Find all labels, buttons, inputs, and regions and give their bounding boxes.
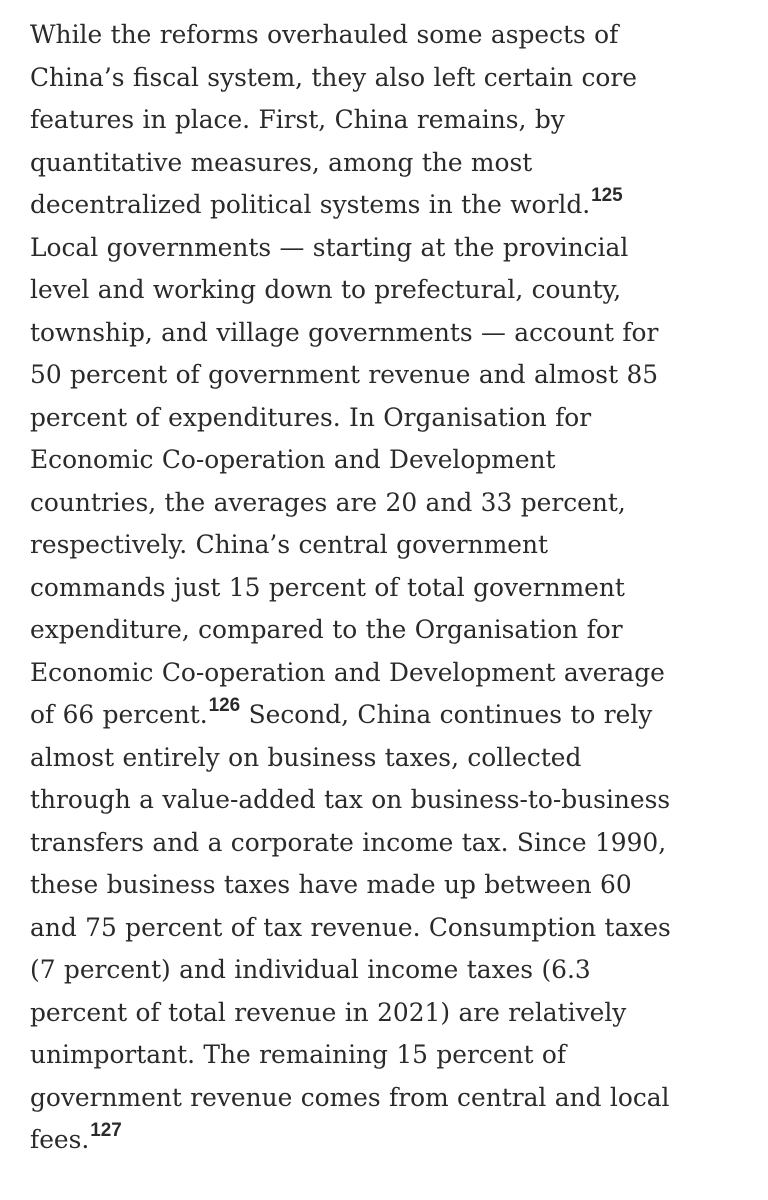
text-line: unimportant. The remaining 15 percent of [30,1040,567,1069]
text-line [30,1119,738,1162]
text-line: respectively. China’s central government [30,530,548,559]
text-line: level and working down to prefectural, county, [30,275,622,304]
text-line: Local governments — starting at the provincial [30,232,629,262]
text-line: transfers and a corporate income tax. Since 1990, [30,827,667,857]
text-line: countries, the averages are 20 and 33 percent, [30,487,626,517]
text-line: percent of expenditures. In Organisation for [30,402,592,432]
text-line: township, and village governments — account for [30,317,659,347]
text-segment: of 66 percent. [30,700,208,729]
footnote-ref-127[interactable]: 127 [90,1120,122,1141]
footnote-ref-125[interactable]: 125 [591,185,623,206]
text-line: through a value-added tax on business-to-business [30,785,671,814]
text-line: While the reforms overhauled some aspects of [30,20,619,49]
text-line [30,694,738,737]
text-line: Economic Co-operation and Development [30,445,556,474]
text-line: expenditure, compared to the Organisation for [30,615,623,644]
text-line: these business taxes have made up between 60 [30,870,632,899]
text-line: government revenue comes from central and local [30,1082,670,1112]
text-line: quantitative measures, among the most [30,147,533,177]
text-segment: fees. [30,1125,90,1154]
footnote-ref-126[interactable]: 126 [208,695,241,716]
text-line: features in place. First, China remains, by [30,105,565,134]
text-line: 50 percent of government revenue and almost 85 [30,360,659,389]
article-paragraph [30,14,742,1162]
text-line: percent of total revenue in 2021) are relatively [30,997,627,1027]
text-line: China’s fiscal system, they also left certain core [30,62,637,92]
text-line: almost entirely on business taxes, collected [30,742,582,772]
text-segment: Second, China continues to rely [240,700,653,729]
text-line [30,184,738,227]
text-line: commands just 15 percent of total government [30,572,625,602]
text-line: (7 percent) and individual income taxes (6.3 [30,955,591,984]
text-line: and 75 percent of tax revenue. Consumption taxes [30,912,671,942]
text-segment: decentralized political systems in the world. [30,190,591,219]
text-line: Economic Co-operation and Development average [30,657,665,687]
